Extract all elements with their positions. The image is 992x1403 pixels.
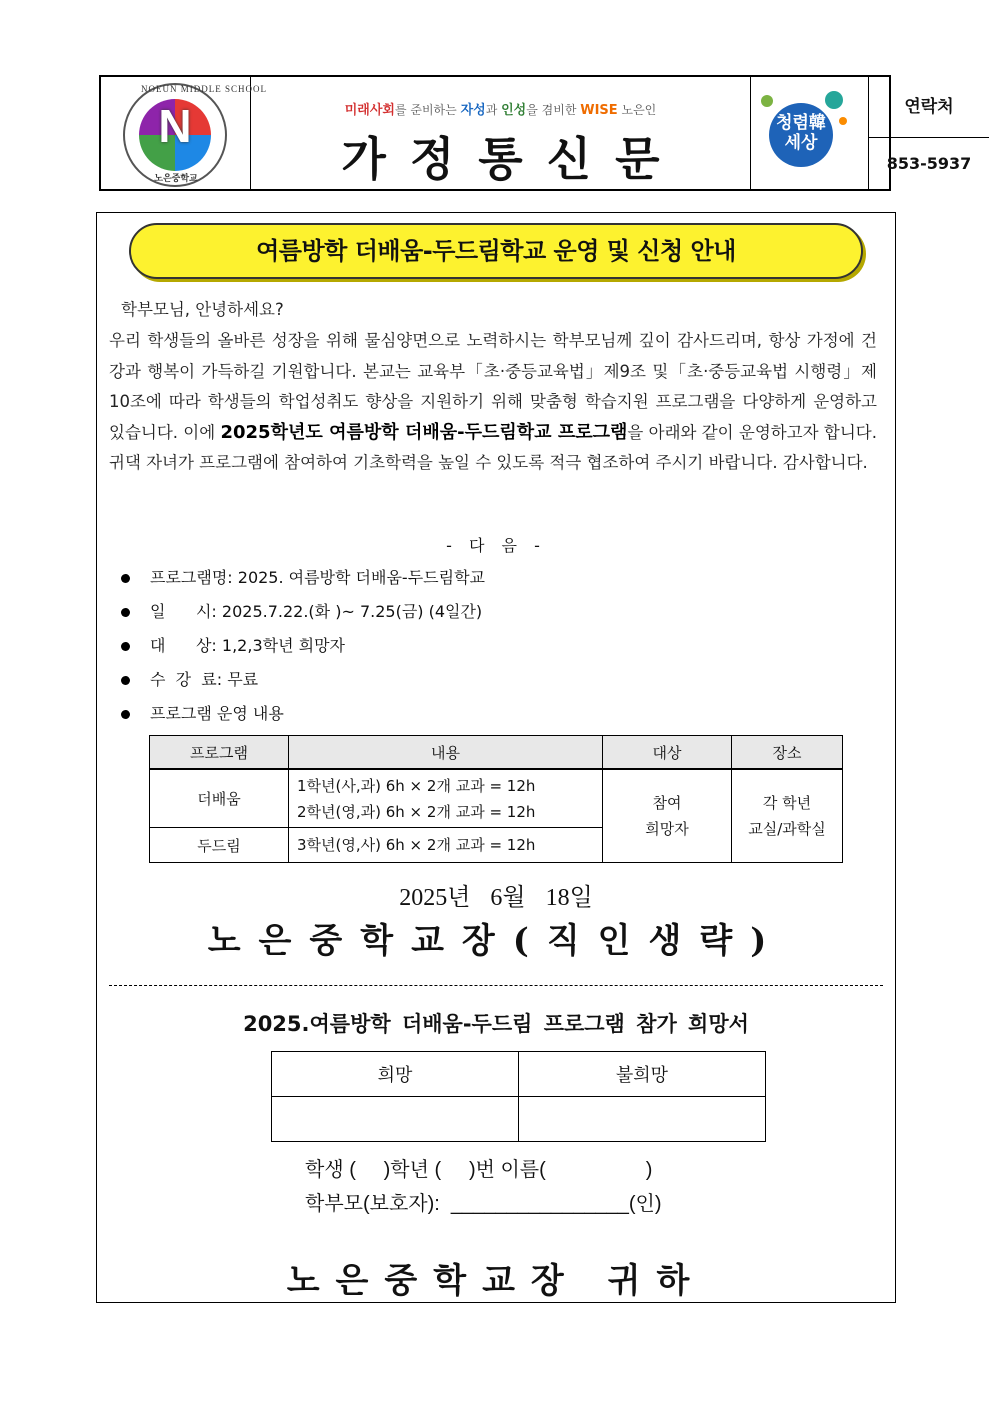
newsletter-title: 가정통신문 <box>341 132 684 186</box>
program-details-list <box>121 561 721 731</box>
item-value: 1,2,3학년 희망자 <box>216 636 345 655</box>
decor-dot-icon <box>825 91 843 109</box>
paragraph-text: 을 아래와 같이 운영하고자 합니다. 귀댁 자녀가 프로그램에 참여하여 기초학력을 높일 수 있도록 적극 협조하여 주시기 바랍니다. 감사합니다. <box>109 422 877 472</box>
item-label: 프로그램 운영 내용 <box>150 704 284 723</box>
title-cell <box>251 77 751 189</box>
contact-label: 연락처 <box>869 77 989 138</box>
participation-table <box>271 1051 766 1142</box>
logo-text-top: NOEUN MIDDLE SCHOOL <box>141 84 267 94</box>
place-line: 교실/과학실 <box>748 820 826 838</box>
form-title: 2025.여름방학 더배움-두드림 프로그램 참가 희망서 <box>243 1012 749 1036</box>
program-name: 더배움 <box>150 769 289 828</box>
slogan-part: 인성 <box>501 103 527 118</box>
logo-letter: N <box>158 100 192 152</box>
principal-signature: 노은중학교장(직인생략) <box>207 921 785 961</box>
school-logo-cell <box>101 77 267 189</box>
header <box>99 75 972 191</box>
student-info-line[interactable]: 학생 ( )학년 ( )번 이름( ) <box>305 1159 653 1181</box>
slogan-part: 를 준비하는 <box>394 103 461 117</box>
paragraph-text: 우리 학생들의 올바른 성장을 위해 물심양면으로 노력하시는 학부모님께 깊이 감사드리며, 항상 가정에 건강과 행복이 가득하길 기원합니다. 본교는 교육부「초·중등교육법」제9조 및「초·중등교육법 시행령」제10조에 따라 학생들의 학업성취도 향상을 지원하기 위해 맞춤형 학습지원 프로그램을 다양하게 운영하고 있습니다. 이에 <box>109 331 877 442</box>
list-item <box>121 629 721 663</box>
table-row <box>272 1097 766 1142</box>
content-line: 1학년(사,과) 6h × 2개 교과 = 12h <box>297 776 536 795</box>
slogan-part: WISE <box>580 103 618 118</box>
table-header: 장소 <box>732 736 843 770</box>
emblem-text: 세상 <box>784 133 818 153</box>
slogan-part: 과 <box>485 103 502 117</box>
integrity-emblem-icon <box>769 103 833 167</box>
bullet-icon <box>121 608 130 617</box>
integrity-emblem-cell <box>751 77 869 189</box>
parent-signature-line[interactable]: 학부모(보호자): ________________(인) <box>305 1193 662 1215</box>
paragraph-emphasis: 2025학년도 여름방학 더배움-두드림학교 프로그램 <box>220 421 628 443</box>
notice-body <box>96 212 896 1303</box>
table-header: 대상 <box>603 736 732 770</box>
notice-headline: 여름방학 더배움-두드림학교 운영 및 신청 안내 <box>129 223 863 279</box>
item-label: 대 상: <box>150 636 217 655</box>
cut-line <box>109 985 883 986</box>
table-row <box>150 769 843 828</box>
hope-column-header: 희망 <box>272 1052 519 1097</box>
place-line: 각 학년 <box>762 794 812 812</box>
decor-dot-icon <box>761 95 773 107</box>
program-content <box>289 769 603 828</box>
table-header-row <box>272 1052 766 1097</box>
school-logo <box>123 83 267 187</box>
slogan-part: 노은인 <box>617 103 657 117</box>
target-line: 참여 <box>652 794 682 812</box>
item-value: 2025. 여름방학 더배움-두드림학교 <box>232 568 485 587</box>
slogan-part: 미래사회 <box>344 103 395 118</box>
school-slogan <box>251 99 750 118</box>
addressee: 노은중학교장 귀하 <box>286 1261 706 1301</box>
item-label: 수 강 료: <box>150 670 223 689</box>
contact-cell <box>869 77 989 189</box>
bullet-icon <box>121 710 130 719</box>
emblem-text: 청렴韓 <box>776 113 826 133</box>
table-header: 내용 <box>289 736 603 770</box>
item-label: 일 시: <box>150 602 217 621</box>
list-item <box>121 561 721 595</box>
decor-dot-icon <box>839 117 847 125</box>
list-item <box>121 595 721 629</box>
bullet-icon <box>121 642 130 651</box>
hope-checkbox-cell[interactable] <box>272 1097 519 1142</box>
item-value: 2025.7.22.(화 )~ 7.25(금) (4일간) <box>216 602 483 621</box>
logo-text-bottom: 노은중학교 <box>154 174 198 184</box>
program-table <box>149 735 843 863</box>
target-line: 희망자 <box>645 820 689 838</box>
greeting: 학부모님, 안녕하세요? <box>121 300 284 319</box>
list-item <box>121 697 721 731</box>
issue-date: 2025년 6월 18일 <box>399 885 593 911</box>
intro-paragraph <box>109 326 877 479</box>
table-header: 프로그램 <box>150 736 289 770</box>
table-header-row <box>150 736 843 770</box>
item-label: 프로그램명: <box>150 568 233 587</box>
program-target <box>603 769 732 863</box>
slogan-part: 자성 <box>460 103 486 118</box>
logo-emblem-icon <box>139 99 211 171</box>
program-name: 두드림 <box>150 828 289 863</box>
item-value: 무료 <box>222 670 259 689</box>
list-item <box>121 663 721 697</box>
contact-phone: 853-5937 <box>886 154 972 173</box>
program-content: 3학년(영,사) 6h × 2개 교과 = 12h <box>289 828 603 863</box>
program-place <box>732 769 843 863</box>
content-line: 2학년(영,과) 6h × 2개 교과 = 12h <box>297 802 536 821</box>
bullet-icon <box>121 574 130 583</box>
slogan-part: 을 겸비한 <box>526 103 581 117</box>
section-divider-label: - 다 음 - <box>446 536 546 555</box>
no-hope-checkbox-cell[interactable] <box>519 1097 766 1142</box>
bullet-icon <box>121 676 130 685</box>
no-hope-column-header: 불희망 <box>519 1052 766 1097</box>
